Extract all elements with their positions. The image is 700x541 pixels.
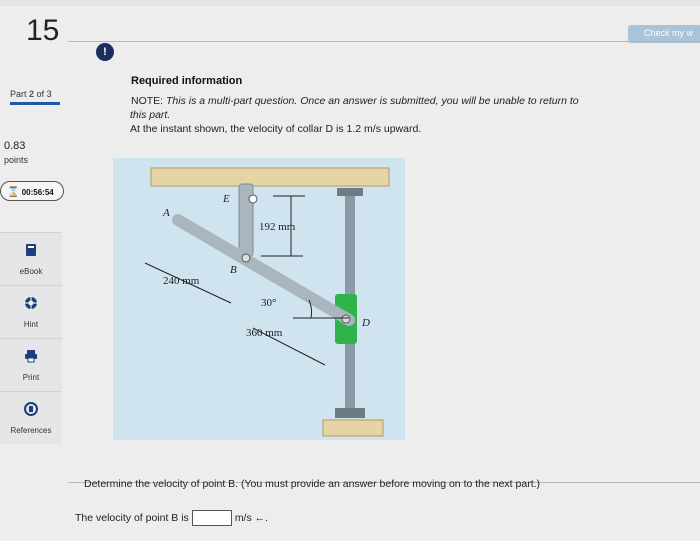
floor-support — [323, 420, 383, 436]
hourglass-icon: ⌛ — [7, 187, 20, 198]
hint-label: Hint — [23, 320, 39, 329]
part-progress-bar — [10, 102, 60, 105]
required-info-title: Required information — [131, 75, 243, 87]
label-b: B — [230, 264, 237, 276]
print-button[interactable] — [0, 338, 62, 391]
note-prefix: NOTE: — [131, 95, 164, 107]
points-label: points — [4, 155, 29, 165]
top-bar — [0, 0, 700, 6]
part-indicator — [10, 89, 52, 99]
part-current: 2 — [29, 89, 35, 99]
references-label: References — [10, 426, 52, 435]
pin-d — [342, 315, 350, 323]
angle-label: 30° — [261, 297, 277, 309]
label-e: E — [223, 193, 230, 205]
label-a: A — [163, 207, 170, 219]
book-icon — [24, 243, 38, 257]
question-number: 15 — [26, 14, 60, 47]
note-text: This is a multi-part question. Once an answer is submitted, you will be unable to return to — [166, 95, 579, 107]
part-of: of 3 — [36, 89, 52, 99]
link-eb — [239, 184, 253, 256]
pin-e — [249, 195, 257, 203]
printer-icon — [24, 349, 38, 363]
label-d: D — [362, 317, 370, 329]
alert-icon: ! — [96, 43, 114, 61]
velocity-input[interactable] — [192, 510, 232, 526]
note-line — [131, 95, 671, 107]
answer-unit: m/s ←. — [234, 511, 269, 524]
dim-240: 240 mm — [163, 275, 200, 287]
mechanism-figure — [113, 158, 405, 440]
lifebuoy-icon — [24, 296, 38, 310]
dim-192: 192 mm — [259, 221, 296, 233]
part-label: Part — [10, 89, 27, 99]
references-button[interactable] — [0, 391, 62, 444]
timer-value: 00:56:54 — [21, 188, 54, 197]
note-continuation: this part. — [130, 109, 171, 121]
check-my-work-button[interactable]: Check my w — [628, 25, 700, 43]
ebook-label: eBook — [19, 267, 43, 276]
question-text: Determine the velocity of point B. (You must provide an answer before moving on to the next part.) — [84, 478, 541, 490]
pin-b — [242, 254, 250, 262]
references-icon — [24, 402, 38, 416]
hint-button[interactable] — [0, 285, 62, 338]
ceiling-support — [151, 168, 389, 186]
answer-prefix: The velocity of point B is — [75, 511, 189, 524]
ebook-button[interactable] — [0, 232, 62, 285]
given-statement: At the instant shown, the velocity of collar D is 1.2 m/s upward. — [130, 123, 422, 135]
dim-360: 360 mm — [246, 327, 283, 339]
answer-row — [75, 510, 268, 526]
score-value: 0.83 — [4, 140, 26, 152]
print-label: Print — [22, 373, 40, 382]
timer — [0, 181, 64, 201]
